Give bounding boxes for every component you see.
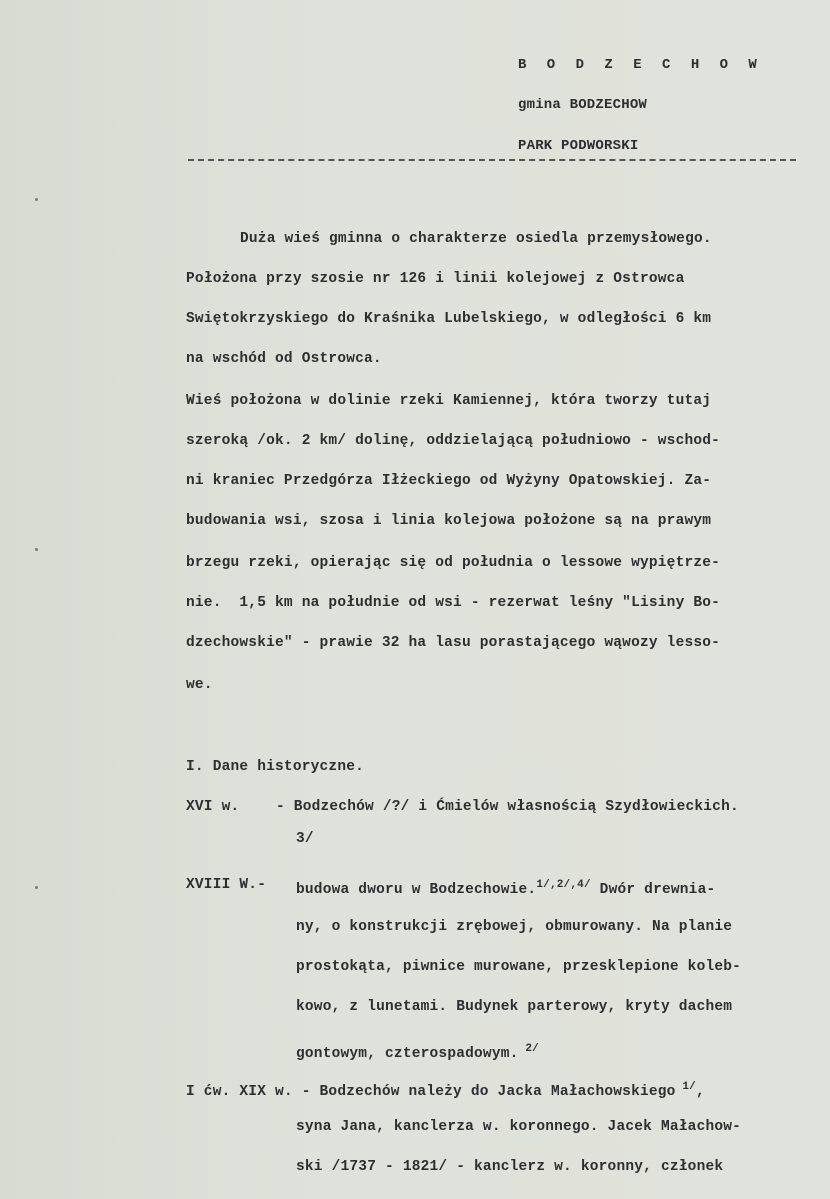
entry-text <box>186 1078 705 1101</box>
punch-mark <box>35 886 38 889</box>
entry-text-part: budowa dworu w Bodzechowie. <box>296 882 537 898</box>
intro-line: nie. 1,5 km na południe od wsi - rezerwat leśny "Lisiny Bo- <box>186 595 721 611</box>
entry-text: kowo, z lunetami. Budynek parterowy, kryty dachem <box>296 999 733 1015</box>
section-title: I. Dane historyczne. <box>186 759 365 775</box>
footnote-ref: 1/ <box>675 1081 696 1093</box>
punch-mark <box>35 198 38 201</box>
header-rule <box>188 159 796 161</box>
footnote-ref: 1/,2/,4/ <box>536 879 591 891</box>
intro-line: Położona przy szosie nr 126 i linii kolejowej z Ostrowca <box>186 271 685 287</box>
entry-text <box>296 876 715 899</box>
entry-text: syna Jana, kanclerza w. koronnego. Jacek Małachow- <box>296 1119 742 1135</box>
intro-line: na wschód od Ostrowca. <box>186 351 382 367</box>
header-place: B O D Z E C H O W <box>518 57 763 73</box>
intro-line: brzegu rzeki, opierając się od południa o lessowe wypiętrze- <box>186 555 721 571</box>
intro-line: dzechowskie" - prawie 32 ha lasu porastającego wąwozy lesso- <box>186 635 721 651</box>
entry-date: XVIII W.- <box>186 877 267 893</box>
header-object: PARK PODWORSKI <box>518 138 639 154</box>
entry-text: prostokąta, piwnice murowane, przesklepione koleb- <box>296 959 742 975</box>
entry-text-part: gontowym, czterospadowym. <box>296 1046 519 1062</box>
intro-line: Wieś położona w dolinie rzeki Kamiennej, która tworzy tutaj <box>186 393 712 409</box>
entry-text-part: , <box>695 1084 705 1100</box>
entry-date: XVI w. <box>186 799 240 815</box>
intro-line: ni kraniec Przedgórza Iłżeckiego od Wyżyny Opatowskiej. Za- <box>186 473 712 489</box>
intro-line: szeroką /ok. 2 km/ dolinę, oddzielającą południowo - wschod- <box>186 433 721 449</box>
footnote-ref: 2/ <box>518 1043 539 1055</box>
intro-line: we. <box>186 677 213 693</box>
entry-text: ski /1737 - 1821/ - kanclerz w. koronny, członek <box>296 1159 724 1175</box>
intro-line: budowania wsi, szosa i linia kolejowa położone są na prawym <box>186 513 712 529</box>
intro-line: Swiętokrzyskiego do Kraśnika Lubelskiego, w odległości 6 km <box>186 311 712 327</box>
entry-text-part: Dwór drewnia- <box>590 882 716 898</box>
entry-text: ny, o konstrukcji zrębowej, obmurowany. Na planie <box>296 919 733 935</box>
entry-reference: 3/ <box>296 831 314 847</box>
header-commune: gmina BODZECHOW <box>518 97 648 113</box>
punch-mark <box>35 548 38 551</box>
entry-text <box>296 1040 539 1063</box>
entry-text-part: I ćw. XIX w. - Bodzechów należy do Jacka Małachowskiego <box>186 1084 676 1100</box>
intro-line: Duża wieś gminna o charakterze osiedla przemysłowego. <box>240 231 712 247</box>
entry-text: - Bodzechów /?/ i Ćmielów własnością Szydłowieckich. <box>276 799 739 815</box>
